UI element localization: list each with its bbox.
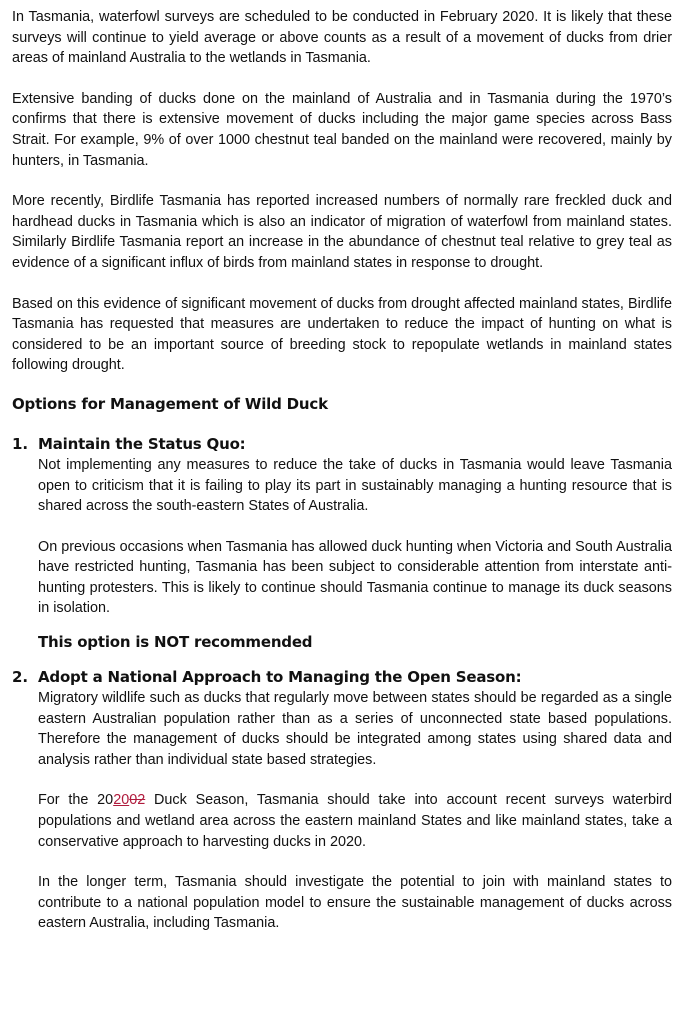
tracked-deletion: 02 <box>129 792 146 809</box>
option-2 <box>12 667 672 934</box>
para2-suffix: Duck Season, Tasmania should take into account recent surveys waterbird populations and wetland area across the eastern mainland States and like mainland states, take a conservative approach to harvesting ducks in 2020. <box>38 792 672 850</box>
option-1-paragraph-1: Not implementing any measures to reduce the take of ducks in Tasmania would leave Tasmania open to criticism that it is failing to play its part in sustainably managing a hunting resource that is shared across the south-eastern States of Australia. <box>38 456 672 515</box>
paragraph-birdlife: More recently, Birdlife Tasmania has reported increased numbers of normally rare freckled duck and hardhead ducks in Tasmania which is also an indicator of migration of waterfowl from mainland states. Similarly Birdlife Tasmania report an increase in the abundance of chestnut teal relative to grey teal as evidence of a significant influx of birds from mainland states in response to drought. <box>12 193 672 271</box>
tracked-insertion: 20 <box>113 792 130 809</box>
paragraph-banding: Extensive banding of ducks done on the mainland of Australia and in Tasmania during the 1970’s confirms that there is extensive movement of ducks including the major game species across Bass Strait. For example, 9% of over 1000 chestnut teal banded on the mainland were recovered, mainly by hunters, in Tasmania. <box>12 90 672 169</box>
options-heading: Options for Management of Wild Duck <box>12 394 328 413</box>
option-2-paragraph-2 <box>38 790 672 852</box>
option-2-paragraph-3: In the longer term, Tasmania should investigate the potential to join with mainland states to contribute to a national population model to ensure the sustainable management of ducks across eastern Australia, including Tasmania. <box>38 874 672 932</box>
option-1-paragraph-2: On previous occasions when Tasmania has allowed duck hunting when Victoria and South Australia have restricted hunting, Tasmania has been subject to considerable attention from interstate anti-hunting protesters. This is likely to continue should Tasmania continue to manage its duck seasons in isolation. <box>38 538 672 617</box>
option-1 <box>12 434 672 653</box>
para2-prefix: For the 20 <box>38 792 114 809</box>
paragraph-evidence: Based on this evidence of significant movement of ducks from drought affected mainland states, Birdlife Tasmania has requested that measures are undertaken to reduce the impact of hunting on what is considered to be an important source of breeding stock to repopulate wetlands in mainland states following drought. <box>12 295 672 374</box>
option-2-title: Adopt a National Approach to Managing the Open Season: <box>38 668 522 687</box>
option-1-title: Maintain the Status Quo: <box>38 434 246 453</box>
option-2-paragraph-1: Migratory wildlife such as ducks that regularly move between states should be regarded as a single eastern Australian population rather than as a series of unconnected state based populations. Therefore the management of ducks should be integrated among states using shared data and analysis rather than individual state based strategies. <box>38 690 672 768</box>
option-1-number: 1. <box>12 434 29 453</box>
option-2-number: 2. <box>12 668 29 687</box>
paragraph-surveys: In Tasmania, waterfowl surveys are scheduled to be conducted in February 2020. It is likely that these surveys will continue to yield average or above counts as a result of a movement of ducks from drier areas of mainland Australia to the wetlands in Tasmania. <box>12 9 672 67</box>
option-1-recommendation: This option is NOT recommended <box>38 633 313 652</box>
